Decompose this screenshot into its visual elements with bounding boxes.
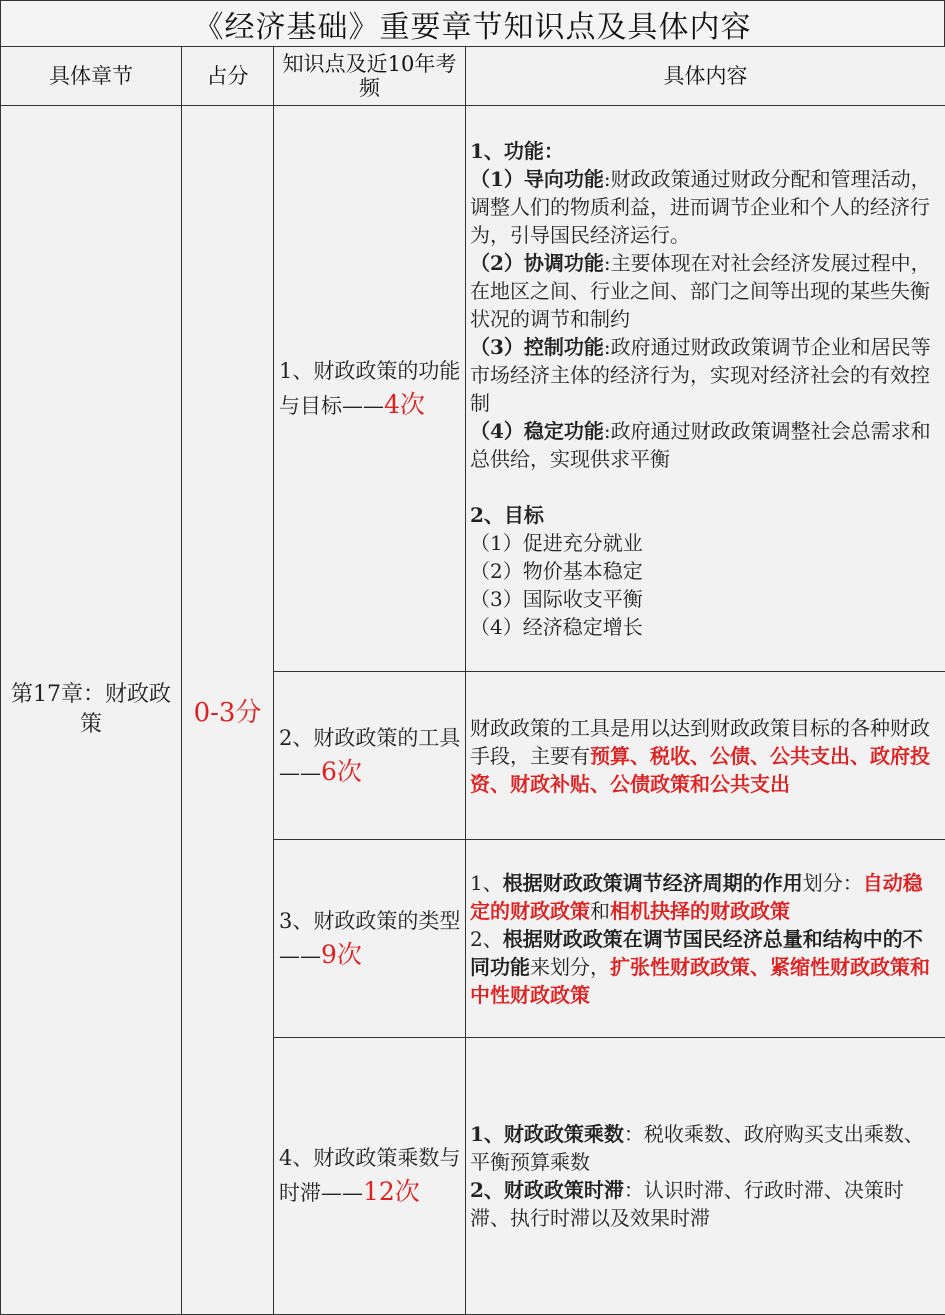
knowledge-point-cell (274, 672, 466, 840)
list-item (470, 1120, 941, 1176)
knowledge-point-text: 4、财政政策乘数与时滞—— (279, 1146, 460, 1205)
item-number: 1、 (470, 871, 503, 895)
content-cell (466, 672, 945, 840)
list-item: （2）物价基本稳定 (470, 557, 941, 585)
item-label: （3）控制功能 (470, 335, 604, 359)
content-cell (466, 106, 945, 672)
content-highlight: 扩张性财政政策、紧缩性财政政策和中性财政政策 (470, 955, 930, 1007)
score-cell: 0-3分 (182, 106, 274, 1315)
content-heading: 2、目标 (470, 501, 941, 529)
list-item (470, 417, 941, 473)
list-item: （4）经济稳定增长 (470, 613, 941, 641)
item-text: ：认识时滞、行政时滞、决策时滞、执行时滞以及效果时滞 (470, 1178, 904, 1230)
frequency-count: 9次 (321, 940, 362, 969)
content-cell (466, 840, 945, 1038)
content-text: 财政政策的工具是用以达到财政政策目标的各种财政手段，主要有 (470, 716, 930, 768)
frequency-count: 4次 (384, 390, 425, 419)
item-label: （2）协调功能 (470, 251, 604, 275)
frequency-count: 6次 (321, 757, 362, 786)
knowledge-point-cell (274, 1038, 466, 1315)
item-text: :政府通过财政政策调整社会总需求和总供给，实现供求平衡 (470, 419, 931, 471)
item-text: 来划分， (530, 955, 610, 979)
content-cell (466, 1038, 945, 1315)
list-item: （3）国际收支平衡 (470, 585, 941, 613)
item-text: 和 (590, 899, 610, 923)
item-label: 1、财政政策乘数 (470, 1122, 624, 1146)
list-item (470, 925, 941, 1009)
item-label: 根据财政政策调节经济周期的作用 (503, 871, 803, 895)
chapter-cell: 第17章：财政政策 (1, 106, 182, 1315)
list-item (470, 1176, 941, 1232)
knowledge-table (0, 46, 945, 1315)
page-title: 《经济基础》重要章节知识点及具体内容 (0, 0, 945, 47)
list-item: （1）促进充分就业 (470, 529, 941, 557)
item-text: :政府通过财政政策调节企业和居民等市场经济主体的经济行为，实现对经济社会的有效控制 (470, 335, 931, 415)
content-highlight: 预算、税收、公债、公共支出、政府投资、财政补贴、公债政策和公共支出 (470, 744, 930, 796)
content-heading: 1、功能： (470, 137, 941, 165)
item-text: 划分： (803, 871, 863, 895)
frequency-count: 12次 (363, 1177, 420, 1206)
item-label: 根据财政政策在调节国民经济总量和结构中的不同功能 (470, 927, 923, 979)
content-highlight: 自动稳定的财政政策 (470, 871, 923, 923)
list-item (470, 249, 941, 333)
item-label: （1）导向功能 (470, 167, 604, 191)
item-label: 2、财政政策时滞 (470, 1178, 624, 1202)
header-knowledge: 知识点及近10年考频 (274, 47, 466, 106)
table-row (1, 106, 945, 672)
list-item (470, 869, 941, 925)
header-content: 具体内容 (466, 47, 945, 106)
item-text: :财政政策通过财政分配和管理活动，调整人们的物质利益，进而调节企业和个人的经济行为，引导国民经济运行。 (470, 167, 931, 247)
knowledge-point-text: 2、财政政策的工具—— (279, 726, 460, 785)
content-highlight: 相机抉择的财政政策 (610, 899, 790, 923)
header-chapter: 具体章节 (1, 47, 182, 106)
header-score: 占分 (182, 47, 274, 106)
header-row (1, 47, 945, 106)
knowledge-point-text: 3、财政政策的类型—— (279, 909, 460, 968)
item-text: :主要体现在对社会经济发展过程中，在地区之间、行业之间、部门之间等出现的某些失衡状况的调节和制约 (470, 251, 931, 331)
item-label: （4）稳定功能 (470, 419, 604, 443)
item-number: 2、 (470, 927, 503, 951)
knowledge-point-text: 1、财政政策的功能与目标—— (279, 359, 460, 418)
item-text: ：税收乘数、政府购买支出乘数、平衡预算乘数 (470, 1122, 924, 1174)
knowledge-point-cell (274, 106, 466, 672)
knowledge-point-cell (274, 840, 466, 1038)
list-item (470, 333, 941, 417)
list-item (470, 165, 941, 249)
